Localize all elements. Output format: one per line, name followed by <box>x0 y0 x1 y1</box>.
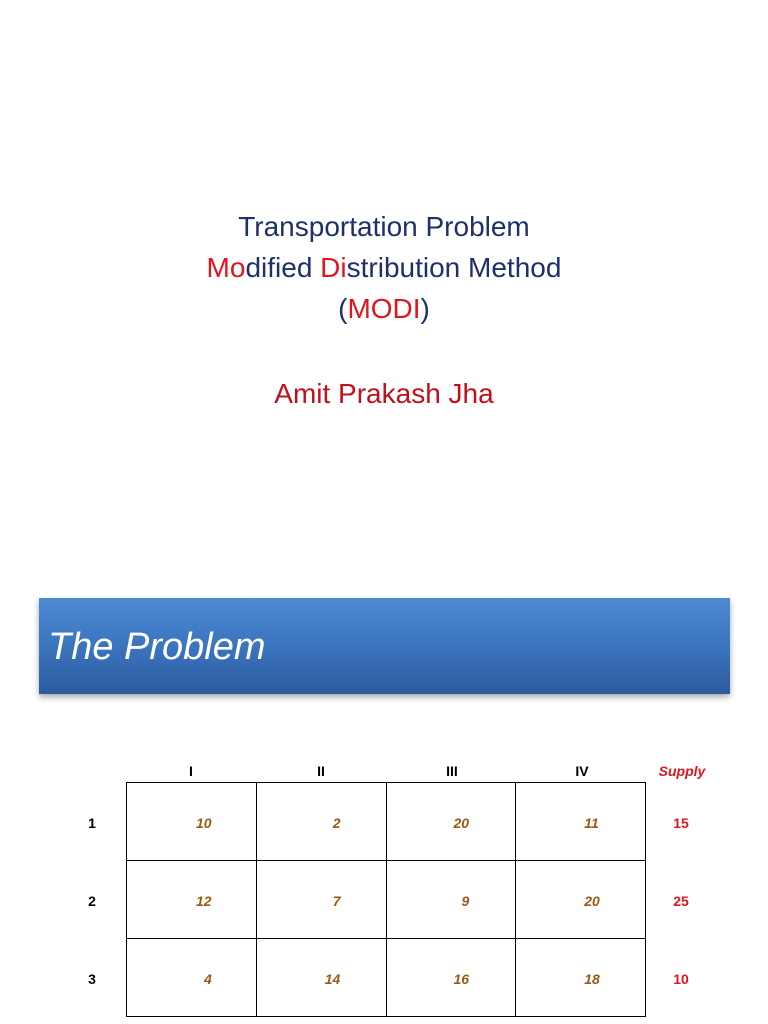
title-seg-1: dified <box>245 252 321 283</box>
cost-cell <box>256 939 386 1017</box>
author-name: Amit Prakash Jha <box>274 378 494 409</box>
supply-value-1: 15 <box>673 815 689 831</box>
table-row <box>127 861 646 939</box>
cost-value: 11 <box>584 815 599 831</box>
cost-cell <box>386 861 516 939</box>
supply-value-3: 10 <box>673 971 689 987</box>
title-line-3 <box>0 288 768 329</box>
title-block <box>0 206 768 329</box>
cost-cell <box>516 861 646 939</box>
column-header-3: III <box>446 763 458 779</box>
cost-value: 16 <box>453 971 470 987</box>
cost-value: 20 <box>584 893 600 909</box>
title-line-1: Transportation Problem <box>238 211 530 242</box>
cost-value: 9 <box>461 893 470 909</box>
section-banner <box>39 598 730 694</box>
cost-value: 20 <box>453 815 470 831</box>
cost-value: 4 <box>204 971 212 987</box>
column-header-1: I <box>189 763 193 779</box>
cost-cell <box>127 939 257 1017</box>
supply-value-2: 25 <box>673 893 689 909</box>
title-initial-i: i <box>340 252 347 283</box>
cost-cell <box>256 783 386 861</box>
row-label-1: 1 <box>88 815 96 831</box>
banner-title: The Problem <box>48 626 266 668</box>
paren-close: ) <box>420 293 430 324</box>
row-label-3: 3 <box>88 971 96 987</box>
cost-value: 7 <box>332 893 341 909</box>
paren-open: ( <box>338 293 348 324</box>
cost-cell <box>516 783 646 861</box>
title-initial-o: o <box>229 252 246 283</box>
cost-cell <box>386 939 516 1017</box>
cost-cell <box>256 861 386 939</box>
modi-acronym: MODI <box>347 293 421 324</box>
title-initial-d: D <box>320 252 341 283</box>
supply-header: Supply <box>658 763 706 779</box>
title-seg-2: stribution Method <box>346 252 562 283</box>
cost-value: 2 <box>332 815 341 831</box>
cost-cell <box>386 783 516 861</box>
title-line-2 <box>0 247 768 288</box>
cost-table <box>126 782 646 1017</box>
table-row <box>127 939 646 1017</box>
cost-cell <box>516 939 646 1017</box>
cost-cell <box>127 861 257 939</box>
title-initial-m: M <box>206 252 230 283</box>
column-header-4: IV <box>575 763 589 779</box>
table-row <box>127 783 646 861</box>
cost-cell <box>127 783 257 861</box>
row-label-2: 2 <box>88 893 96 909</box>
cost-value: 10 <box>196 815 212 831</box>
cost-value: 18 <box>584 971 600 987</box>
cost-value: 14 <box>324 971 341 987</box>
cost-value: 12 <box>196 893 212 909</box>
column-header-2: II <box>317 763 325 779</box>
